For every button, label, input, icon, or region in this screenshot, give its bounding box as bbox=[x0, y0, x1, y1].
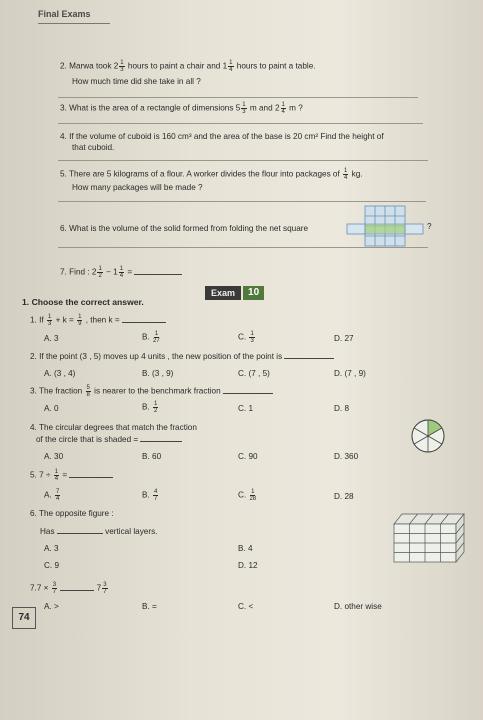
mcq-7-option-c[interactable]: C. < bbox=[238, 602, 254, 611]
mcq-4-option-d[interactable]: D. 360 bbox=[334, 452, 359, 461]
mcq-5-option-b[interactable]: B. $\frac{4}{7}$ bbox=[142, 489, 158, 502]
question-2-line1: 2. Marwa took 2 $\frac{1}{3}$ hours to paint a chair and 1 $\frac{1}{4}$ hours to paint a table. bbox=[60, 60, 316, 73]
mcq-3-option-a[interactable]: A. 0 bbox=[44, 404, 59, 413]
answer-line bbox=[58, 160, 428, 161]
mcq-7-stem: 7.7 × $\frac{3}{7}$ 7 $\frac{3}{7}$ bbox=[30, 582, 107, 595]
question-4-line1: 4. If the volume of cuboid is 160 cm³ and the area of the base is 20 cm² Find the height of bbox=[60, 132, 384, 141]
question-3: 3. What is the area of a rectangle of dimensions 5 $\frac{1}{3}$ m and 2 $\frac{1}{4}$ m ? bbox=[60, 102, 303, 115]
mcq-4-stem-line2: of the circle that is shaded = bbox=[36, 435, 182, 445]
mcq-2-option-b[interactable]: B. (3 , 9) bbox=[142, 369, 174, 378]
page-title: Final Exams bbox=[38, 9, 91, 19]
mcq-5-stem: 5. 7 ÷ $\frac{1}{4}$ = bbox=[30, 469, 113, 482]
exam-number: 10 bbox=[243, 286, 264, 300]
mcq-7-option-d[interactable]: D. other wise bbox=[334, 602, 382, 611]
answer-line bbox=[58, 123, 423, 124]
mcq-6-option-d[interactable]: D. 12 bbox=[238, 561, 258, 570]
exam-badge bbox=[205, 286, 264, 300]
mcq-1-option-d[interactable]: D. 27 bbox=[334, 334, 354, 343]
question-4-line2: that cuboid. bbox=[72, 143, 115, 152]
mcq-2-option-d[interactable]: D. (7 , 9) bbox=[334, 369, 366, 378]
mcq-1-option-a[interactable]: A. 3 bbox=[44, 334, 59, 343]
mcq-3-option-d[interactable]: D. 8 bbox=[334, 404, 350, 413]
page-number: 74 bbox=[12, 607, 36, 629]
question-5-line1: 5. There are 5 kilograms of a flour. A worker divides the flour into packages of $\frac{1}{4}$ kg. bbox=[60, 168, 363, 181]
exam-label: Exam bbox=[205, 286, 241, 300]
question-2-line2: How much time did she take in all ? bbox=[72, 77, 201, 86]
answer-line bbox=[58, 97, 418, 98]
mcq-3-stem: 3. The fraction $\frac{5}{8}$ is nearer to the benchmark fraction bbox=[30, 385, 273, 398]
mcq-7-option-a[interactable]: A. > bbox=[44, 602, 59, 611]
net-of-cube-figure bbox=[345, 204, 425, 250]
section-title: 1. Choose the correct answer. bbox=[22, 297, 144, 307]
answer-line bbox=[58, 201, 426, 202]
mcq-2-option-a[interactable]: A. (3 , 4) bbox=[44, 369, 76, 378]
mcq-5-option-c[interactable]: C. $\frac{1}{28}$ bbox=[238, 489, 257, 502]
answer-line bbox=[58, 247, 428, 248]
mcq-5-option-a[interactable]: A. $\frac{7}{4}$ bbox=[44, 489, 60, 502]
mcq-6-option-b[interactable]: B. 4 bbox=[238, 544, 253, 553]
mcq-4-option-a[interactable]: A. 30 bbox=[44, 452, 64, 461]
mcq-6-stem-line2: Has vertical layers. bbox=[40, 527, 158, 536]
title-underline bbox=[38, 23, 110, 24]
mcq-4-option-c[interactable]: C. 90 bbox=[238, 452, 258, 461]
question-5-line2: How many packages will be made ? bbox=[72, 183, 203, 192]
mcq-2-stem: 2. If the point (3 , 5) moves up 4 units , the new position of the point is bbox=[30, 352, 334, 362]
mcq-6-option-c[interactable]: C. 9 bbox=[44, 561, 60, 570]
question-6: 6. What is the volume of the solid formed from folding the net square bbox=[60, 224, 309, 233]
mcq-3-option-b[interactable]: B. $\frac{1}{2}$ bbox=[142, 401, 158, 414]
mcq-4-stem-line1: 4. The circular degrees that match the fraction bbox=[30, 423, 197, 432]
question-6-mark: ? bbox=[427, 222, 432, 231]
mcq-2-option-c[interactable]: C. (7 , 5) bbox=[238, 369, 270, 378]
mcq-1-stem: 1. If $\frac{1}{3}$ + k = $\frac{1}{9}$ , then k = bbox=[30, 314, 166, 327]
question-7: 7. Find : 2 $\frac{1}{2}$ − 1 $\frac{1}{4}$ = bbox=[60, 266, 182, 279]
shaded-circle-figure bbox=[410, 418, 446, 454]
mcq-6-stem: 6. The opposite figure : bbox=[30, 509, 114, 518]
mcq-5-option-d[interactable]: D. 28 bbox=[334, 492, 354, 501]
mcq-7-option-b[interactable]: B. = bbox=[142, 602, 157, 611]
cuboid-layers-figure bbox=[392, 512, 466, 564]
mcq-1-option-b[interactable]: B. $\frac{1}{27}$ bbox=[142, 331, 160, 344]
mcq-6-option-a[interactable]: A. 3 bbox=[44, 544, 59, 553]
mcq-3-option-c[interactable]: C. 1 bbox=[238, 404, 254, 413]
mcq-1-option-c[interactable]: C. $\frac{1}{3}$ bbox=[238, 331, 254, 344]
mcq-4-option-b[interactable]: B. 60 bbox=[142, 452, 162, 461]
